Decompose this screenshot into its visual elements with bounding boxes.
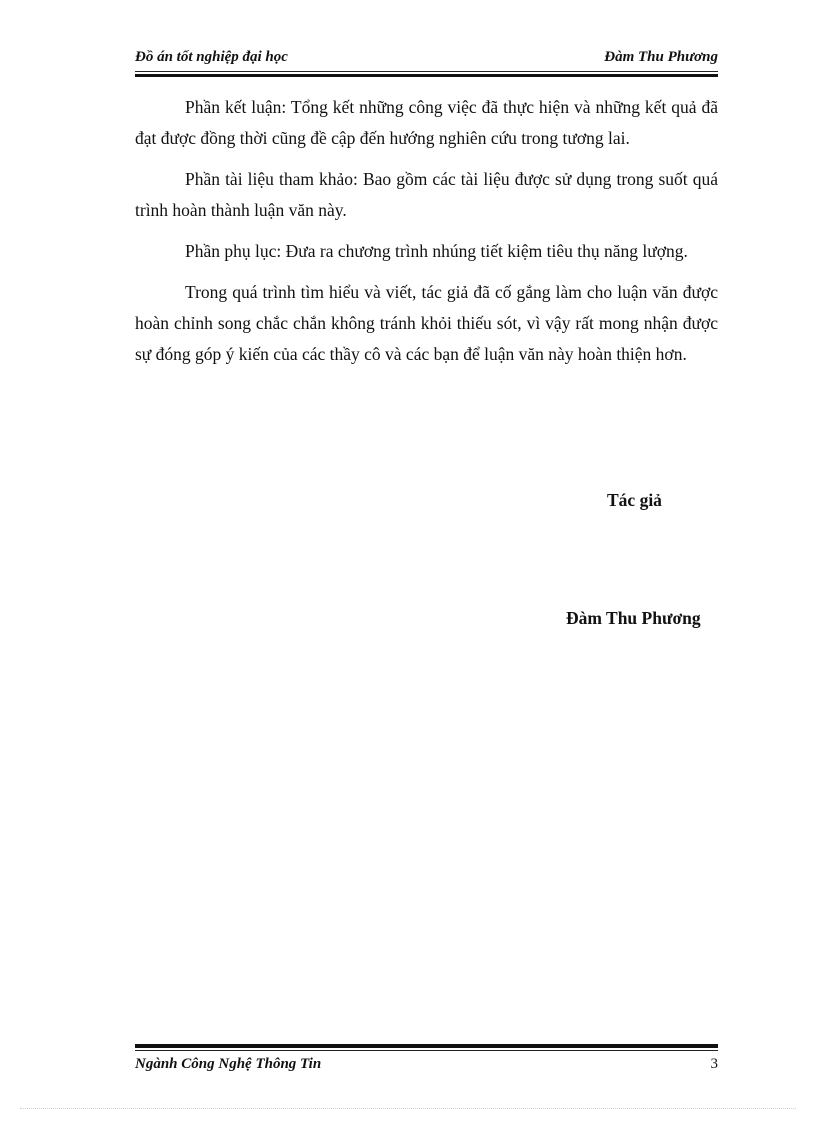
header-rule-thick bbox=[135, 74, 718, 77]
signature-role: Tác giả bbox=[607, 490, 662, 510]
footer-rule-thin bbox=[135, 1050, 718, 1051]
body-text bbox=[135, 92, 718, 380]
paragraph-references: Phần tài liệu tham khảo: Bao gồm các tài liệu được sử dụng trong suốt quá trình hoàn thành luận văn này. bbox=[135, 169, 718, 220]
page-footer bbox=[135, 1044, 718, 1084]
header-rule-thin bbox=[135, 71, 718, 72]
page-header bbox=[135, 47, 718, 71]
header-author: Đàm Thu Phương bbox=[604, 49, 718, 65]
header-document-type: Đồ án tốt nghiệp đại học bbox=[135, 49, 288, 65]
paragraph-appendix: Phần phụ lục: Đưa ra chương trình nhúng tiết kiệm tiêu thụ năng lượng. bbox=[185, 241, 688, 261]
signature-name: Đàm Thu Phương bbox=[566, 608, 701, 628]
footer-department: Ngành Công Nghệ Thông Tin bbox=[135, 1056, 322, 1072]
paragraph-closing: Trong quá trình tìm hiểu và viết, tác giả đã cố gắng làm cho luận văn được hoàn chỉnh song chắc chắn không tránh khỏi thiếu sót, vì vậy rất mong nhận được sự đóng góp ý kiến của các thầy cô và các bạn để luận văn này hoàn thiện hơn. bbox=[135, 282, 718, 364]
page-number: 3 bbox=[710, 1056, 718, 1072]
paragraph-conclusion: Phần kết luận: Tổng kết những công việc đã thực hiện và những kết quả đã đạt được đồng thời cũng đề cập đến hướng nghiên cứu trong tương lai. bbox=[135, 97, 718, 148]
footer-rule-thick bbox=[135, 1044, 718, 1048]
page-edge-divider bbox=[20, 1108, 796, 1109]
